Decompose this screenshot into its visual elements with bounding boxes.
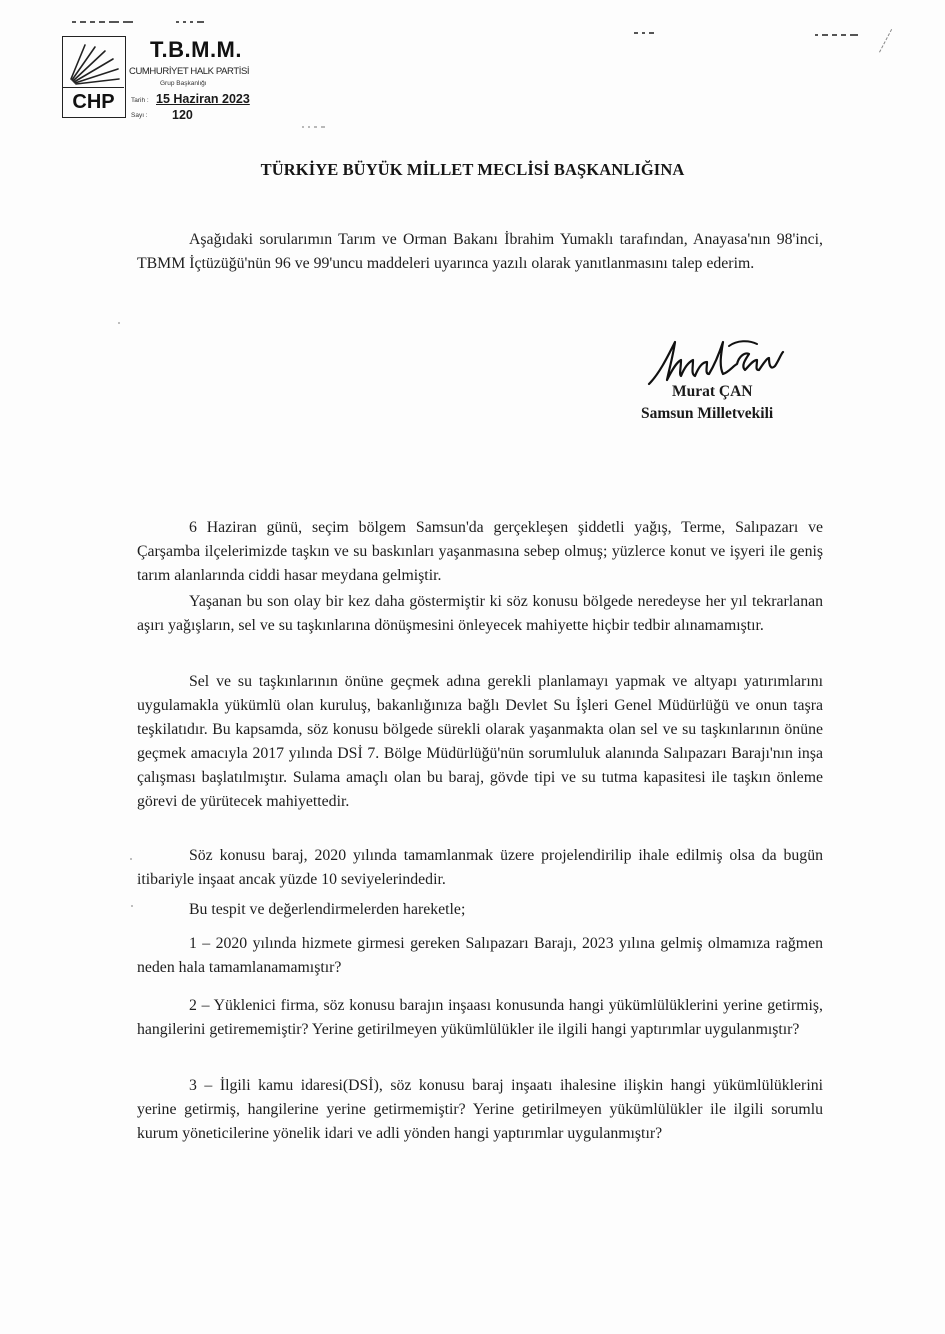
logo-text: CHP [72,91,115,113]
body-paragraph [137,590,823,638]
body-paragraph-text: Yaşanan bu son olay bir kez daha göstermiştir ki söz konusu bölgede neredeyse her yıl tekrarlanan aşırı yağışların, sel ve su taşkınlarına dönüşmesini önleyecek mahiyette hiçbir tedbir alınamamıştır. [137,593,823,634]
scan-artifact [815,26,862,29]
body-paragraph-text: 6 Haziran günü, seçim bölgem Samsun'da gerçekleşen şiddetli yağış, Terme, Salıpazarı ve Çarşamba ilçelerimizde taşkın ve su baskınları yaşanmasına sebep olmuş; yüzlerce konut ve işyeri ile geniş tarım alanlarında ciddi hasar meydana gelmiştir. [137,519,823,584]
signatory-name: Murat ÇAN [672,383,753,400]
question-item [137,932,823,980]
body-paragraph-text: Sel ve su taşkınlarının önüne geçmek adına gerekli planlamayı yapmak ve altyapı yatırımlarını uygulamakla yükümlü olan kuruluş, bakanlığınıza bağlı Devlet Su İşleri Genel Müdürlüğü ve onun taşra teşkilatıdır. Bu kapsamda, söz konusu bölgede sürekli olarak yaşanmakta olan sel ve su taşkınlarının önüne geçmek amacıyla 2017 yılında DSİ 7. Bölge Müdürlüğü'nün sorumluluk alanında Salıpazarı Barajı'nın inşa çalışması başlatılmıştır. Sulama amaçlı olan bu baraj, gövde tipi ve su tutma kapasitesi ile taşkın önleme görevi de yürütecek mahiyettedir. [137,673,823,810]
party-emblem-icon [63,37,124,88]
request-text: Aşağıdaki sorularımın Tarım ve Orman Bakanı İbrahim Yumaklı tarafından, Anayasa'nın 98'inci, TBMM İçtüzüğü'nün 96 ve 99'uncu maddeleri uyarınca yazılı olarak yanıtlanmasını talep ederim. [137,231,823,272]
body-paragraph [137,516,823,588]
scan-artifact [302,118,329,121]
date-value: 15 Haziran 2023 [156,92,250,106]
date-label: Tarih : [131,97,149,104]
institution-name: T.B.M.M. [150,37,242,62]
body-paragraph-text: Söz konusu baraj, 2020 yılında tamamlanmak üzere projelendirilip ihale edilmiş olsa da bugün itibariyle inşaat ancak yüzde 10 seviyelerindedir. [137,847,823,888]
scan-speck [131,905,133,907]
request-paragraph [137,228,823,276]
number-value: 120 [172,108,193,122]
question-text: 1 – 2020 yılında hizmete girmesi gereken Salıpazarı Barajı, 2023 yılına gelmiş olmamıza rağmen neden hala tamamlanamamıştır? [137,935,823,976]
scan-artifact [634,24,658,27]
body-paragraph [137,898,823,922]
signatory-title: Samsun Milletvekili [641,405,774,422]
body-paragraph-text: Bu tespit ve değerlendirmelerden hareketle; [189,901,466,918]
question-item [137,1074,823,1146]
party-name: CUMHURİYET HALK PARTİSİ [129,66,250,77]
question-text: 3 – İlgili kamu idaresi(DSİ), söz konusu baraj inşaatı ihalesine ilişkin hangi yükümlülüklerini yerine getirmiş, hangilerine yerine getirmemiştir? Yerine getirilmeyen yükümlülükler ile ilgili sorumlu kurum yöneticilerine yönelik idari ve adli yönden hangi yaptırımlar uygulanmıştır? [137,1077,823,1142]
document-title: TÜRKİYE BÜYÜK MİLLET MECLİSİ BAŞKANLIĞINA [260,160,685,179]
number-label: Sayı : [131,112,148,119]
office-name: Grup Başkanlığı [160,80,207,87]
chp-logo [62,36,126,118]
body-paragraph [137,844,823,892]
scan-artifact [879,29,893,53]
scan-artifact [176,13,208,16]
scan-speck [118,322,120,324]
question-text: 2 – Yüklenici firma, söz konusu barajın inşaası konusunda hangi yükümlülüklerini yerine getirmiş, hangilerini getirememiştir? Yerine getirilmeyen yükümlülükler ile ilgili hangi yaptırımlar uygulanmıştır? [137,997,823,1038]
scan-speck [130,858,132,860]
body-paragraph [137,670,823,814]
scan-artifact [72,13,137,16]
question-item [137,994,823,1042]
